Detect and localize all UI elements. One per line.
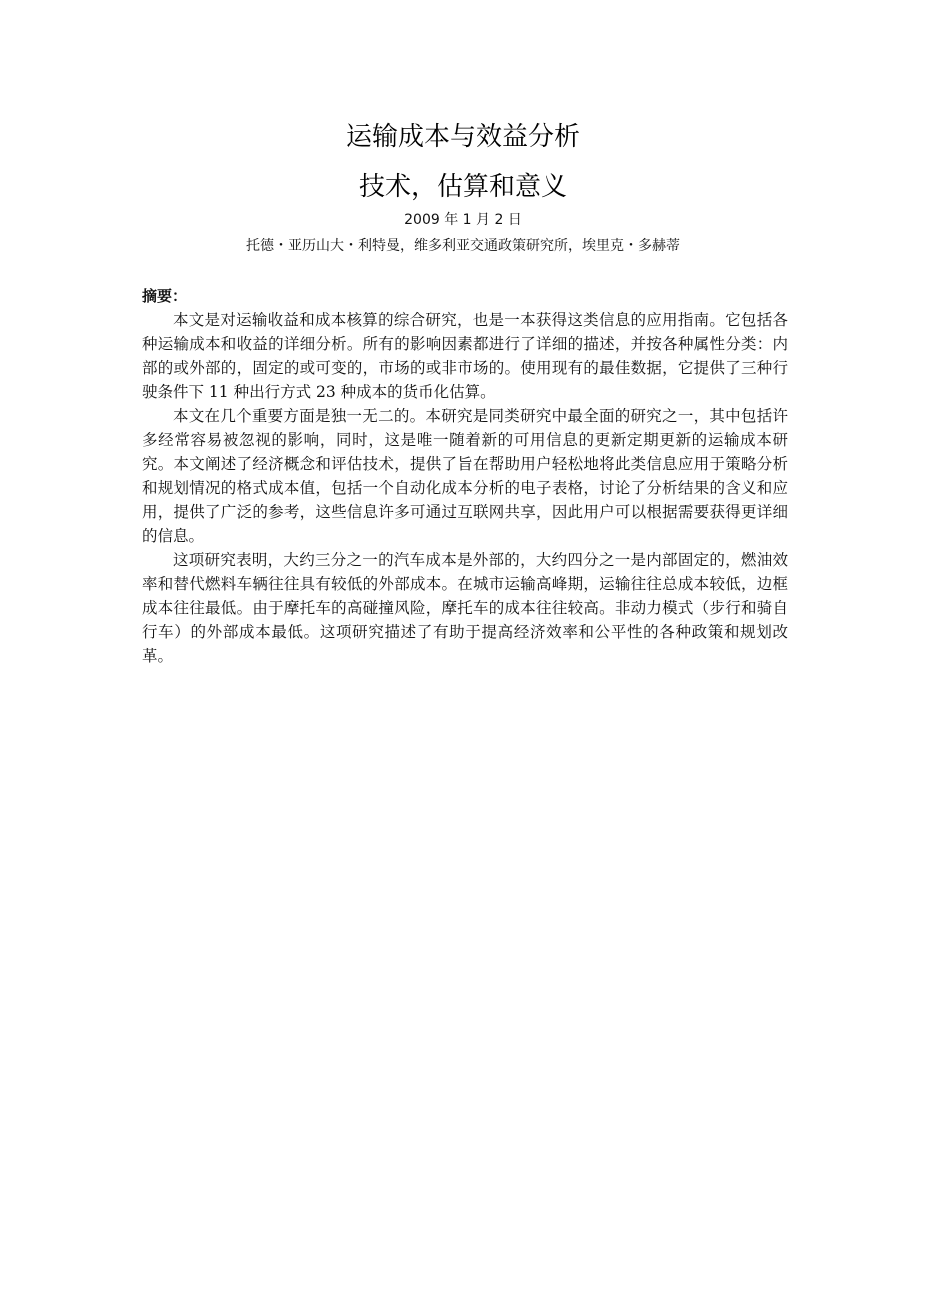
document-subtitle: 技术，估算和意义 xyxy=(358,172,567,202)
author-line: 托德・亚历山大・利特曼，维多利亚交通政策研究所，埃里克・多赫蒂 xyxy=(246,238,680,254)
publication-date: 2009 年 1 月 2 日 xyxy=(404,212,522,228)
abstract-paragraph: 这项研究表明，大约三分之一的汽车成本是外部的，大约四分之一是内部固定的，燃油效率和替代燃料车辆往往具有较低的外部成本。在城市运输高峰期，运输往往总成本较低，边框成本往往最低。由于摩托车的高碰撞风险，摩托车的成本往往较高。非动力模式（步行和骑自行车）的外部成本最低。这项研究描述了有助于提高经济效率和公平性的各种政策和规划改革。 xyxy=(142,551,788,665)
abstract-paragraph: 本文在几个重要方面是独一无二的。本研究是同类研究中最全面的研究之一，其中包括许多经常容易被忽视的影响，同时，这是唯一随着新的可用信息的更新定期更新的运输成本研究。本文阐述了经济概念和评估技术，提供了旨在帮助用户轻松地将此类信息应用于策略分析和规划情况的格式成本值，包括一个自动化成本分析的电子表格，讨论了分析结果的含义和应用，提供了广泛的参考，这些信息许多可通过互联网共享，因此用户可以根据需要获得更详细的信息。 xyxy=(142,407,788,545)
abstract-section xyxy=(142,284,788,668)
document-title: 运输成本与效益分析 xyxy=(345,122,580,152)
abstract-paragraph: 本文是对运输收益和成本核算的综合研究，也是一本获得这类信息的应用指南。它包括各种运输成本和收益的详细分析。所有的影响因素都进行了详细的描述，并按各种属性分类：内部的或外部的，固定的或可变的，市场的或非市场的。使用现有的最佳数据，它提供了三种行驶条件下 11 种出行方式 23 种成本的货币化估算。 xyxy=(142,311,788,401)
abstract-heading: 摘要： xyxy=(142,287,188,305)
